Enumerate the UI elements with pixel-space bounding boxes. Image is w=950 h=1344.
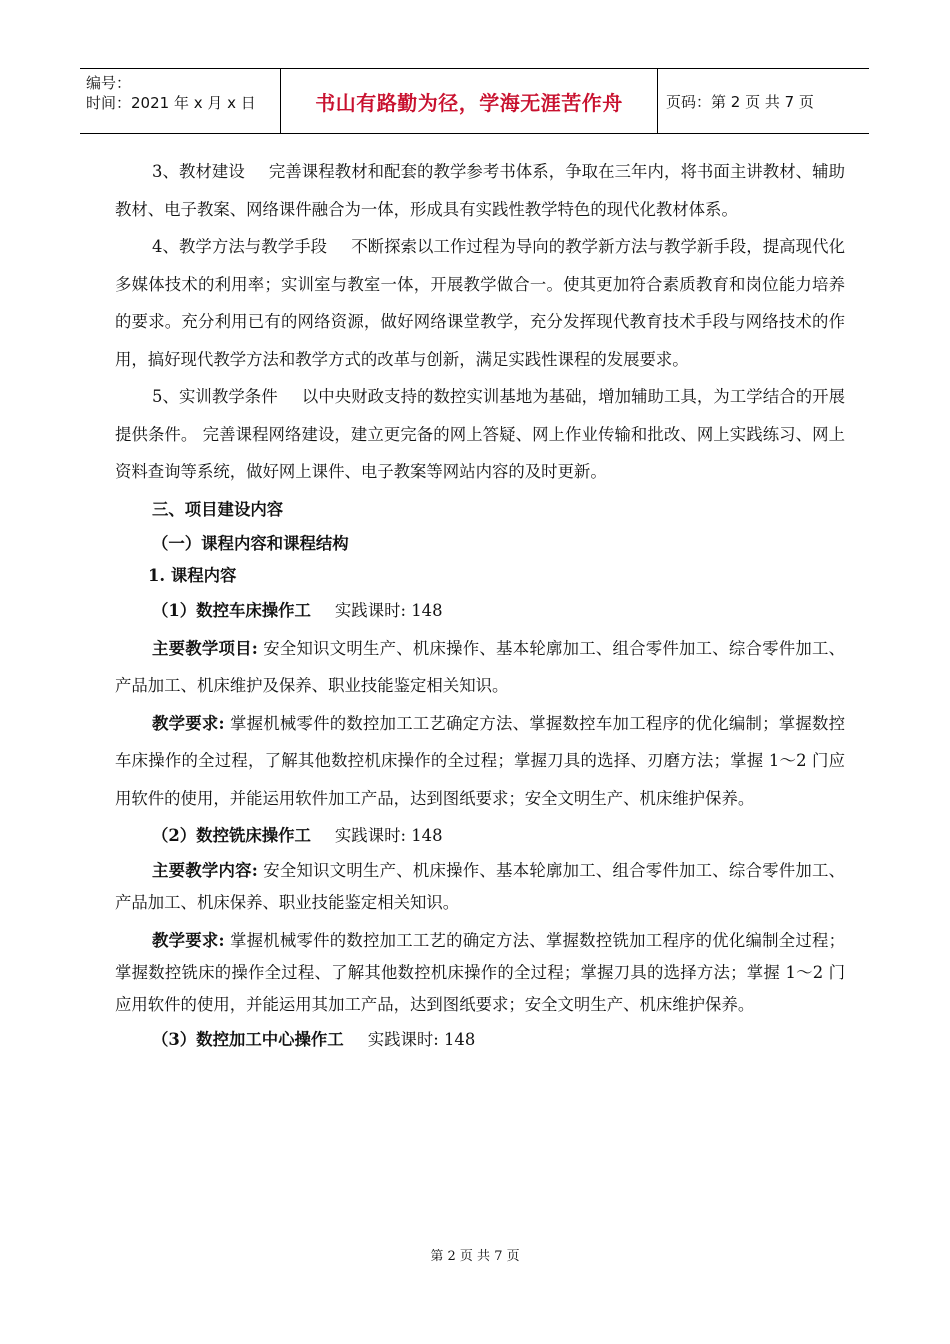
course-item-milling-main (115, 855, 845, 919)
course-item-title: （3）数控加工中心操作工 (152, 1029, 344, 1049)
header-page-number: 页码：第 2 页 共 7 页 (666, 92, 814, 111)
field-label: 教学要求: (152, 713, 225, 733)
paragraph-text: 不断探索以工作过程为导向的教学新方法与教学新手段，提高现代化多媒体技术的利用率；实训室与教室一体，开展教学做合一。使其更加符合素质教育和岗位能力培养的要求。充分利用已有的网络资源，做好网络课堂教学，充分发挥现代教育技术手段与网络技术的作用，搞好现代教学方法和教学方式的改革与创新，满足实践性课程的发展要求。 (115, 237, 845, 369)
course-item-title: （2）数控铣床操作工 (152, 826, 311, 845)
field-label: 教学要求: (152, 930, 225, 950)
field-text: 掌握机械零件的数控加工工艺确定方法、掌握数控车加工程序的优化编制；掌握数控车床操作的全过程，了解其他数控机床操作的全过程；掌握刀具的选择、刃磨方法；掌握 1～2 门应用软件的使用，并能运用软件加工产品，达到图纸要求；安全文明生产、机床维护保养。 (115, 713, 845, 808)
paragraph-text: 完善课程教材和配套的教学参考书体系，争取在三年内，将书面主讲教材、辅助教材、电子教案、网络课件融合为一体，形成具有实践性教学特色的现代化教材体系。 (115, 162, 845, 219)
field-text: 安全知识文明生产、机床操作、基本轮廓加工、组合零件加工、综合零件加工、产品加工、机床保养、职业技能鉴定相关知识。 (115, 860, 845, 912)
field-text: 安全知识文明生产、机床操作、基本轮廓加工、组合零件加工、综合零件加工、产品加工、机床维护及保养、职业技能鉴定相关知识。 (115, 638, 845, 695)
course-item-title: （1）数控车床操作工 (152, 601, 311, 620)
course-item-milling (115, 817, 845, 855)
page-footer: 第 2 页 共 7 页 (430, 1249, 520, 1264)
paragraph-textbook (115, 153, 845, 228)
course-item-machining-center (115, 1021, 845, 1059)
course-item-hours: 实践课时: 148 (334, 826, 443, 845)
paragraph-title: 4、教学方法与教学手段 (152, 237, 328, 256)
paragraph-teaching-method (115, 228, 845, 378)
paragraph-training-conditions (115, 378, 845, 491)
paragraph-title: 3、教材建设 (152, 162, 245, 181)
header-code: 编号： (86, 74, 132, 92)
header-motto: 书山有路勤为径，学海无涯苦作舟 (281, 69, 658, 133)
course-item-lathe-main (115, 630, 845, 705)
course-item-milling-requirements (115, 925, 845, 1021)
course-item-hours: 实践课时: 148 (367, 1029, 476, 1049)
subsubsection-heading: 1. 课程内容 (148, 566, 237, 585)
field-label: 主要教学项目: (152, 638, 258, 658)
field-label: 主要教学内容: (152, 860, 258, 880)
paragraph-text: 以中央财政支持的数控实训基地为基础，增加辅助工具，为工学结合的开展提供条件。 完善课程网络建设，建立更完备的网上答疑、网上作业传输和批改、网上实践练习、网上资料查询等系统，做好网上课件、电子教案等网站内容的及时更新。 (115, 387, 846, 481)
section-heading: 三、项目建设内容 (152, 499, 284, 519)
paragraph-title: 5、实训教学条件 (152, 387, 278, 406)
subsection-heading: （一）课程内容和课程结构 (152, 534, 349, 553)
course-item-lathe-requirements (115, 705, 845, 818)
course-item-lathe (115, 592, 845, 630)
header-meta (80, 69, 281, 133)
document-body (115, 153, 845, 1058)
course-item-hours: 实践课时: 148 (334, 601, 443, 620)
page-header (80, 68, 869, 134)
header-date: 时间：2021 年 x 月 x 日 (86, 94, 256, 112)
field-text: 掌握机械零件的数控加工工艺的确定方法、掌握数控铣加工程序的优化编制全过程；掌握数控铣床的操作全过程、了解其他数控机床操作的全过程；掌握刀具的选择方法；掌握 1～2 门应用软件的使用，并能运用其加工产品，达到图纸要求；安全文明生产、机床维护保养。 (115, 930, 845, 1014)
